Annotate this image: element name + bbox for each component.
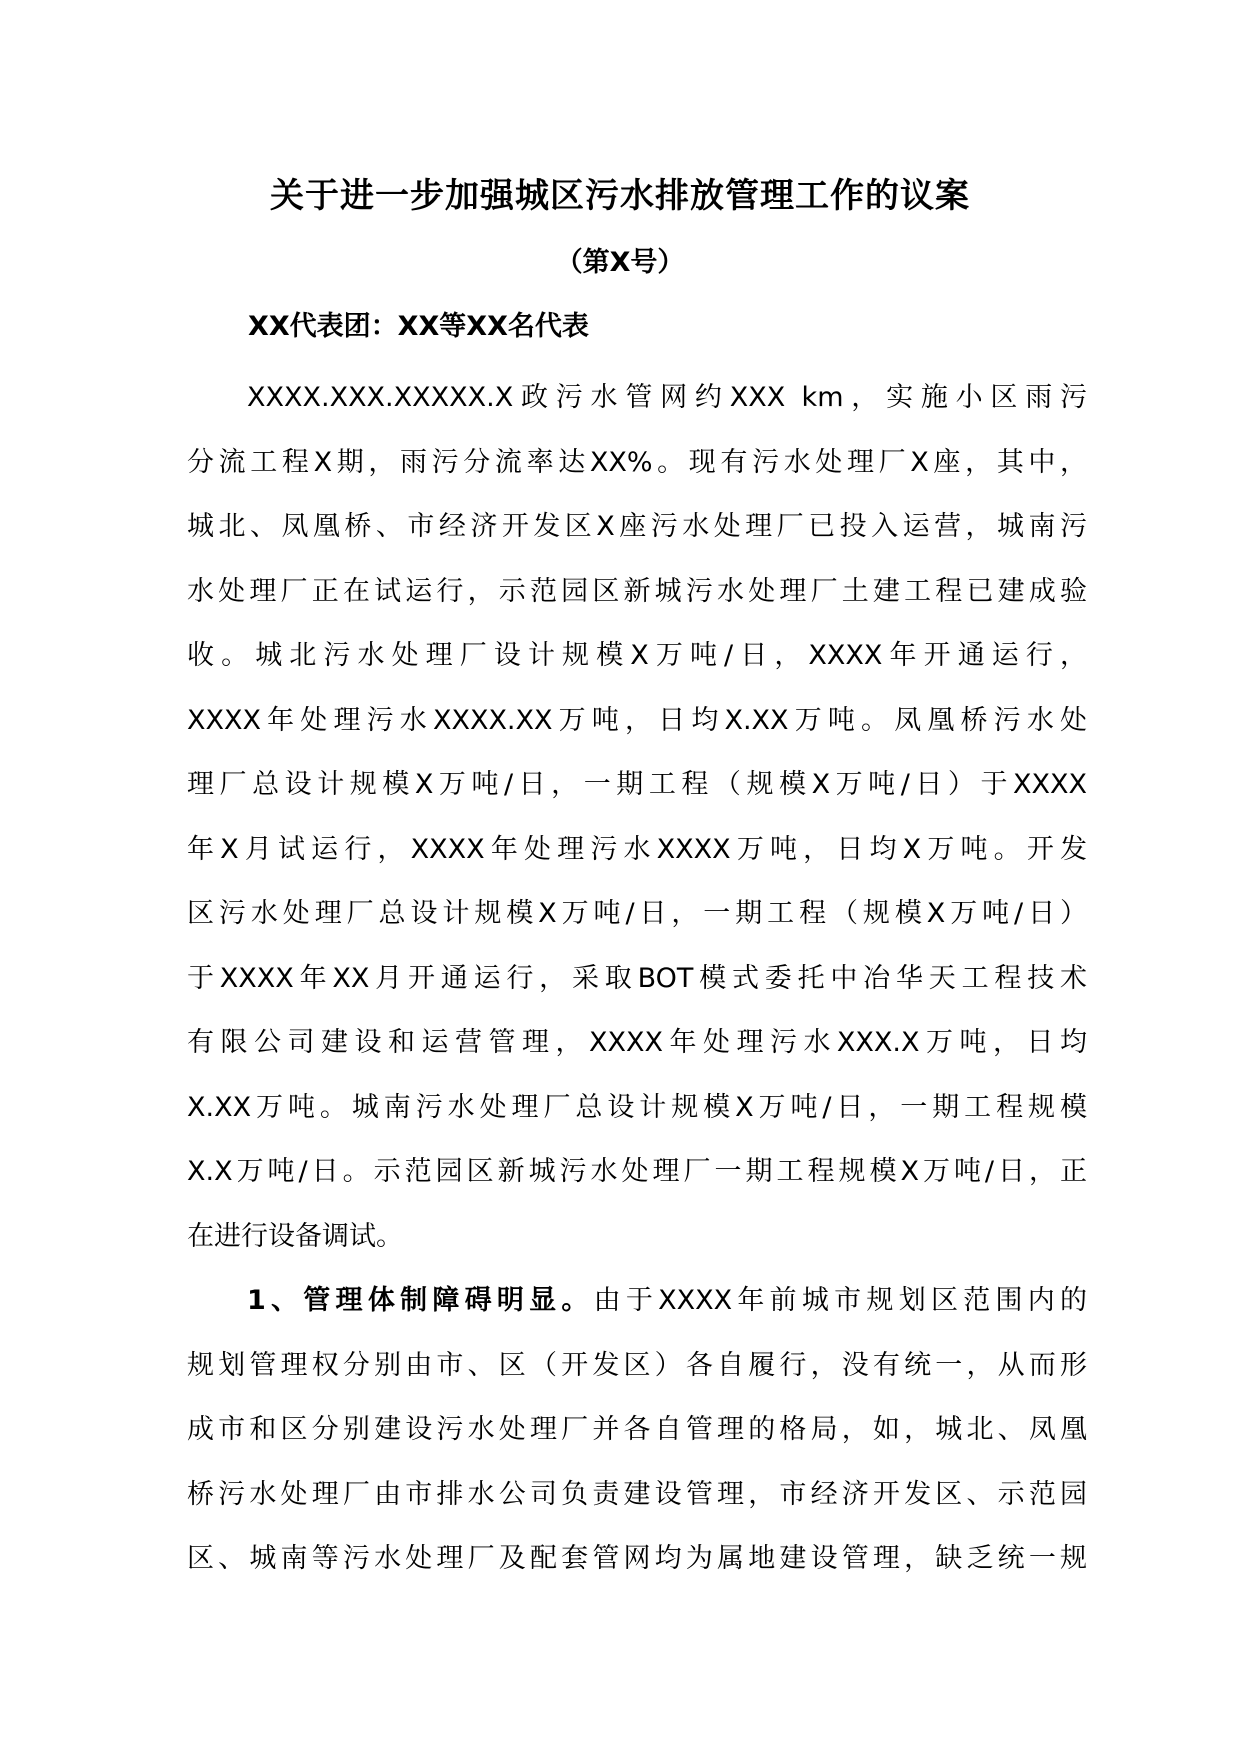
paragraph-1-line: X.X万吨/日。示范园区新城污水处理厂一期工程规模X万吨/日，正 <box>187 1156 1087 1187</box>
paragraph-2-line: 规划管理权分别由市、区（开发区）各自履行，没有统一，从而形 <box>187 1349 1087 1381</box>
paragraph-2-line: 桥污水处理厂由市排水公司负责建设管理，市经济开发区、示范园 <box>187 1478 1087 1510</box>
paragraph-1-line: 分流工程X期，雨污分流率达XX%。现有污水处理厂X座，其中， <box>187 446 1087 478</box>
paragraph-1-line: X.XX万吨。城南污水处理厂总设计规模X万吨/日，一期工程规模 <box>187 1091 1087 1123</box>
document-number: （第X号） <box>555 247 685 278</box>
paragraph-2-text: 由于XXXX年前城市规划区范围内的 <box>593 1285 1087 1316</box>
paragraph-2-line: 区、城南等污水处理厂及配套管网均为属地建设管理，缺乏统一规 <box>187 1543 1087 1574</box>
document-body <box>187 366 1087 1592</box>
paragraph-2-line: 成市和区分别建设污水处理厂并各自管理的格局，如，城北、凤凰 <box>187 1414 1087 1445</box>
paragraph-1-line: 在进行设备调试。 <box>187 1220 403 1252</box>
paragraph-1-line: XXXX年处理污水XXXX.XX万吨，日均X.XX万吨。凤凰桥污水处 <box>187 704 1087 736</box>
paragraph-1-line: 理厂总设计规模X万吨/日，一期工程（规模X万吨/日）于XXXX <box>187 769 1087 800</box>
paragraph-1-line: 于XXXX年XX月开通运行，采取BOT模式委托中冶华天工程技术 <box>187 962 1087 994</box>
paragraph-2-first-line <box>187 1269 1087 1334</box>
document-addressee: XX代表团：XX等XX名代表 <box>248 311 589 342</box>
paragraph-1-line: 城北、凤凰桥、市经济开发区X座污水处理厂已投入运营，城南污 <box>187 511 1087 542</box>
document-title: 关于进一步加强城区污水排放管理工作的议案 <box>270 176 970 216</box>
paragraph-1-line: 年X月试运行，XXXX年处理污水XXXX万吨，日均X万吨。开发 <box>187 833 1087 865</box>
section-heading: 1、管理体制障碍明显。 <box>247 1285 594 1316</box>
paragraph-1-line: 收。城北污水处理厂设计规模X万吨/日，XXXX年开通运行， <box>187 640 1087 671</box>
paragraph-1-line: 水处理厂正在试运行，示范园区新城污水处理厂土建工程已建成验 <box>187 575 1087 607</box>
paragraph-1-line: 有限公司建设和运营管理，XXXX年处理污水XXX.X万吨，日均 <box>187 1027 1087 1058</box>
paragraph-1-line: 区污水处理厂总设计规模X万吨/日，一期工程（规模X万吨/日） <box>187 898 1087 929</box>
paragraph-1-line: XXXX.XXX.XXXXX.X政污水管网约XXX km，实施小区雨污 <box>247 382 1087 413</box>
